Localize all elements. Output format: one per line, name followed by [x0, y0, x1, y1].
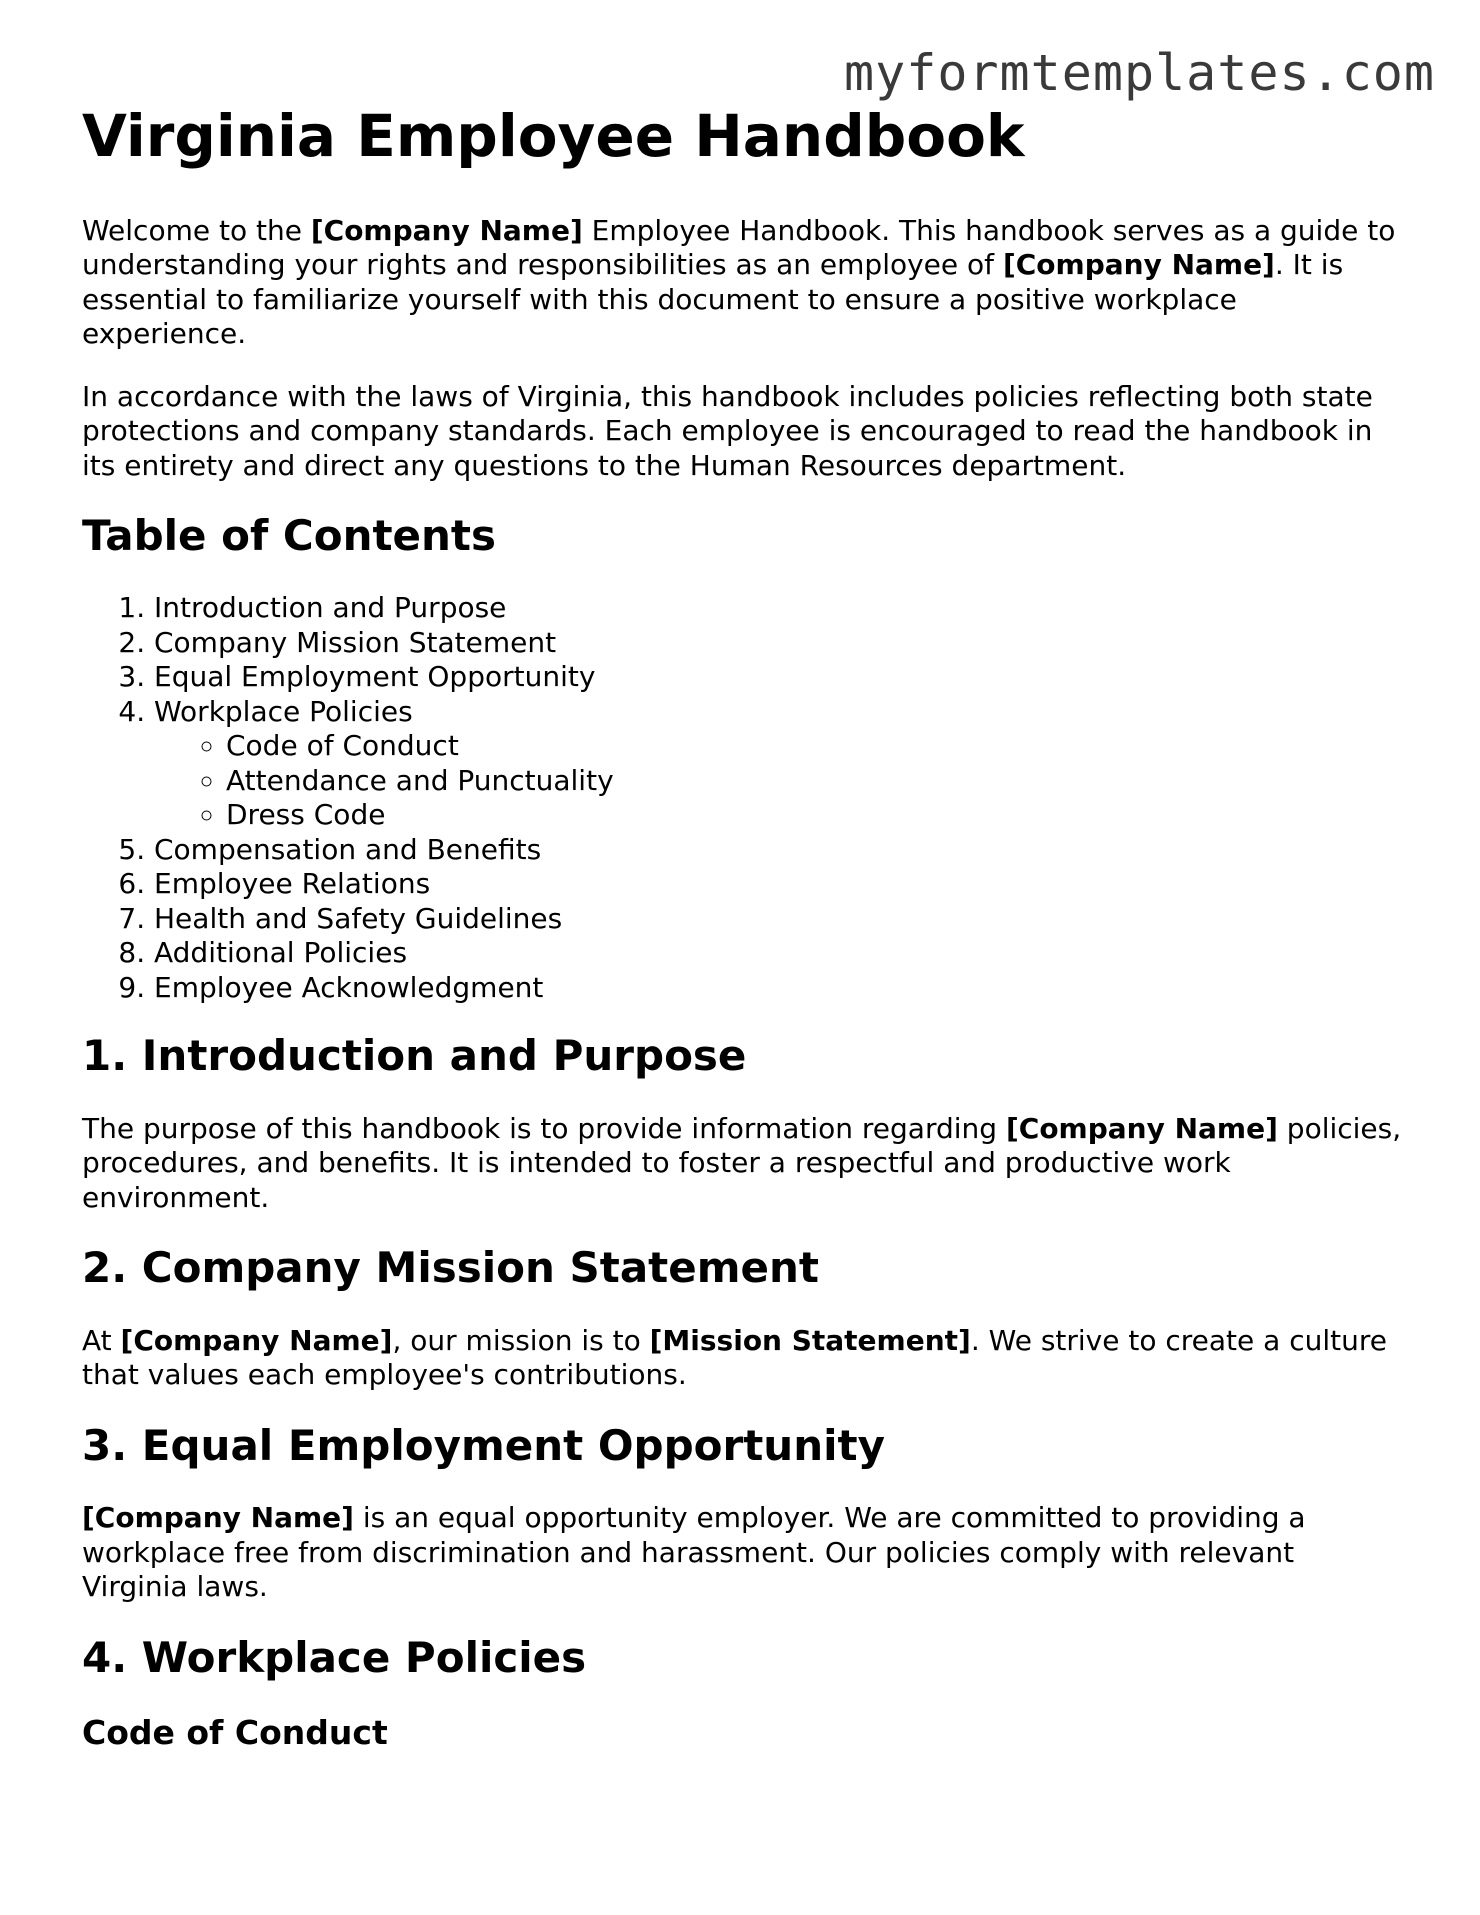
toc-item[interactable] — [154, 902, 1402, 937]
toc-item-label: Equal Employment Opportunity — [154, 660, 596, 694]
toc-subitem[interactable] — [226, 798, 1402, 833]
intro-paragraph-1 — [82, 214, 1402, 352]
toc-item[interactable] — [154, 971, 1402, 1006]
section-text: . We strive to create a culture that values each employee's contributions. — [82, 1323, 1387, 1392]
intro-text: Employee Handbook. This handbook serves as a guide to understanding your rights and responsibilities as an employee of — [82, 213, 1396, 282]
company-name-placeholder: [Company Name] — [82, 1501, 354, 1535]
toc-item-label: Company Mission Statement — [154, 625, 557, 659]
toc-item[interactable] — [154, 626, 1402, 661]
watermark: myformtemplates.com — [844, 44, 1435, 102]
section-paragraph-introduction — [82, 1112, 1402, 1216]
toc-subitem-label: Code of Conduct — [226, 729, 459, 763]
section-text: is an equal opportunity employer. We are committed to providing a workplace free from discrimination and harassment. Our policies comply with relevant Virginia laws. — [82, 1501, 1306, 1604]
toc-subitem[interactable] — [226, 764, 1402, 799]
section-heading-equal-opportunity: 3. Equal Employment Opportunity — [82, 1420, 885, 1470]
subsection-heading-code-of-conduct: Code of Conduct — [82, 1713, 388, 1753]
section-heading-introduction: 1. Introduction and Purpose — [82, 1031, 747, 1081]
toc-item-label: Introduction and Purpose — [154, 591, 507, 625]
toc-item-label: Workplace Policies — [154, 694, 413, 728]
mission-statement-placeholder: [Mission Statement] — [649, 1323, 971, 1357]
toc-item-label: Additional Policies — [154, 936, 408, 970]
toc-item[interactable] — [154, 591, 1402, 626]
toc-item[interactable] — [154, 867, 1402, 902]
table-of-contents — [82, 591, 1402, 1005]
company-name-placeholder: [Company Name] — [120, 1323, 393, 1357]
section-text: The purpose of this handbook is to provide information regarding — [82, 1111, 1006, 1145]
document-body — [82, 102, 1402, 1773]
toc-subitem-label: Dress Code — [226, 798, 386, 832]
company-name-placeholder: [Company Name] — [1002, 248, 1275, 282]
section-text: At — [82, 1323, 121, 1357]
toc-item-label: Compensation and Benefits — [154, 832, 542, 866]
toc-item[interactable] — [154, 695, 1402, 833]
section-heading-mission: 2. Company Mission Statement — [82, 1243, 819, 1293]
company-name-placeholder: [Company Name] — [310, 213, 583, 247]
toc-item-label: Health and Safety Guidelines — [154, 901, 563, 935]
toc-subitem-label: Attendance and Punctuality — [226, 763, 614, 797]
section-heading-workplace-policies: 4. Workplace Policies — [82, 1632, 587, 1682]
section-text: policies, procedures, and benefits. It is intended to foster a respectful and productive work environment. — [82, 1111, 1402, 1214]
intro-text: . It is essential to familiarize yourself with this document to ensure a positive workplace experience. — [82, 248, 1344, 351]
toc-item[interactable] — [154, 936, 1402, 971]
section-paragraph-equal-opportunity — [82, 1501, 1402, 1605]
toc-item-label: Employee Relations — [154, 867, 431, 901]
intro-text: Welcome to the — [82, 213, 311, 247]
toc-item-label: Employee Acknowledgment — [154, 970, 544, 1004]
toc-item[interactable] — [154, 660, 1402, 695]
section-paragraph-mission — [82, 1324, 1402, 1393]
toc-sublist — [154, 729, 1402, 833]
toc-heading: Table of Contents — [82, 511, 497, 561]
company-name-placeholder: [Company Name] — [1005, 1111, 1278, 1145]
page-title: Virginia Employee Handbook — [82, 102, 1025, 170]
intro-paragraph-2: In accordance with the laws of Virginia, this handbook includes policies reflecting both state protections and company standards. Each employee is encouraged to read the handbook in its entirety and direct any questions to the Human Resources department. — [82, 379, 1373, 482]
toc-subitem[interactable] — [226, 729, 1402, 764]
toc-item[interactable] — [154, 833, 1402, 868]
section-text: , our mission is to — [392, 1323, 650, 1357]
